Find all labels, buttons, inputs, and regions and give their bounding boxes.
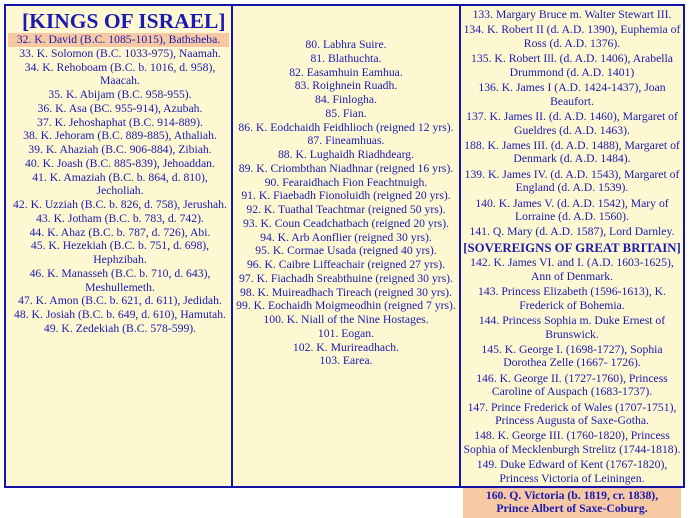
kings-of-israel-heading: [KINGS OF ISRAEL]: [22, 9, 226, 33]
list-item: 47. K. Amon (B.C. b. 621, d. 611), Jedidah.: [18, 294, 222, 308]
list-item: 135. K. Robert Ill. (d. A.D. 1406), Arabella Drummond (d. A.D. 1401): [471, 52, 673, 79]
list-item: 44. K. Ahaz (B.C. b. 787, d. 726), Abi.: [29, 225, 211, 239]
list-item: 91. K. Fiaebadh Fionoluidh (reigned 20 yrs).: [241, 189, 451, 203]
victoria-entry: [463, 488, 681, 518]
list-item: 146. K. George II. (1727-1760), Princess Caroline of Auspach (1683-1737).: [476, 371, 668, 399]
list-item: 33. K. Solomon (B.C. 1033-975), Naamah.: [19, 46, 221, 60]
albert-line: Prince Albert of Saxe-Coburg.: [496, 502, 648, 516]
list-item: 94. K. Arb Aonflier (reigned 30 yrs).: [260, 230, 432, 244]
list-item: 88. K. Lughaidh Riadhdearg.: [277, 148, 415, 161]
list-item: 82. Easamhuin Eamhua.: [289, 65, 403, 79]
list-item: 140. K. James V. (d. A.D. 1542), Mary of Lorraine (d. A.D. 1560).: [475, 196, 669, 224]
list-item: 86. K. Eodchaidh Feidhlioch (reigned 12 yrs).: [238, 120, 454, 134]
list-item: 48. K. Josiah (B.C. b. 649, d. 610), Hamutah.: [14, 308, 226, 321]
list-item: 43. K. Jotham (B.C. b. 783, d. 742).: [36, 211, 204, 225]
list-item: 80. Labhra Suire.: [305, 38, 387, 51]
irish-kings-column: [233, 6, 461, 486]
list-item: 92. K. Tuathal Teachtmar (reigned 50 yrs).: [246, 203, 446, 216]
list-item: 34. K. Rehoboam (B.C. b. 1016, d. 958), Maacah.: [24, 60, 216, 88]
list-item: 40. K. Joash (B.C. 885-839), Jehoaddan.: [25, 156, 215, 170]
list-item: 81. Blathuchta.: [310, 51, 382, 65]
list-item: 36. K. Asa (BC. 955-914), Azubah.: [37, 101, 203, 115]
list-item: 95. K. Cormae Usada (reigned 40 yrs).: [255, 244, 437, 258]
britain-entry-list: [463, 256, 681, 485]
list-item: 45. K. Hezekiah (B.C. b. 751, d. 698), Hephzibah.: [30, 239, 210, 266]
list-item: 99. K. Eochaidh Moigmeodhin (reigned 7 yrs).: [236, 299, 456, 313]
list-item: 46. K. Manasseh (B.C. b. 710, d. 643), Meshullemeth.: [29, 266, 211, 294]
list-item: 39. K. Ahaziah (B.C. 906-884), Zibiah.: [28, 143, 212, 156]
list-item: 145. K. George I. (1698-1727), Sophia Dorothea Zelle (1667- 1726).: [481, 342, 663, 370]
list-item: 137. K. James II. (d. A.D. 1460), Margaret of Gueldres (d. A.D. 1463).: [466, 109, 678, 137]
kings-of-israel-column: [6, 6, 233, 486]
list-item: 87. Fineamhuas.: [307, 134, 385, 148]
highlighted-entry: 32. K. David (B.C. 1085-1015), Bathsheba.: [8, 33, 229, 47]
list-item: 89. K. Criombthan Niadhnar (reigned 16 yrs).: [238, 161, 454, 175]
list-item: 98. K. Muireadhach Tireach (reigned 30 yrs).: [240, 285, 452, 299]
list-item: 85. Fian.: [325, 106, 367, 120]
list-item: 96. K. Caibre Liffeachair (reigned 27 yrs).: [246, 258, 446, 271]
list-item: 83. Roighnein Ruadh.: [294, 79, 398, 93]
scottish-british-column: [461, 6, 683, 516]
list-item: 38. K. Jehoram (B.C. 889-885), Athaliah.: [23, 129, 217, 143]
list-item: 37. K. Jehoshaphat (B.C. 914-889).: [37, 115, 203, 129]
list-item: 147. Prince Frederick of Wales (1707-1751), Princess Augusta of Saxe-Gotha.: [467, 400, 677, 428]
list-item: 149. Duke Edward of Kent (1767-1820), Princess Victoria of Leiningen.: [476, 458, 668, 485]
list-item: 90. Fearaidhach Fion Feachtnuigh.: [264, 175, 428, 189]
list-item: 100. K. Niall of the Nine Hostages.: [263, 313, 429, 326]
list-item: 144. Princess Sophia m. Duke Ernest of Brunswick.: [478, 313, 666, 341]
list-item: 133. Margary Bruce m. Walter Stewart III.: [472, 8, 672, 21]
list-item: 42. K. Uzziah (B.C. b. 826, d. 758), Jerushah.: [13, 198, 227, 211]
ireland-entry-list: [235, 38, 457, 368]
genealogy-table: [4, 4, 685, 516]
list-item: 101. Eogan.: [317, 326, 375, 340]
list-item: 49. K. Zedekiah (B.C. 578-599).: [43, 321, 197, 335]
list-item: 134. K. Robert II (d. A.D. 1390), Euphemia of Ross (d. A.D. 1376).: [463, 23, 681, 50]
list-item: 93. K. Coun Ceadchatbach (reigned 20 yrs).: [242, 216, 450, 230]
list-item: 102. K. Murireadhach.: [292, 340, 400, 354]
list-item: 139. K. James IV. (d. A.D. 1543), Margaret of England (d. A.D. 1539).: [464, 167, 680, 195]
list-item: 103. Earea.: [319, 354, 373, 368]
list-item: 84. Finlogha.: [314, 93, 377, 106]
list-item: 141. Q. Mary (d. A.D. 1587), Lord Darnley.: [469, 225, 675, 239]
list-item: 142. K. James VI. and I. (A.D. 1603-1625), Ann of Denmark.: [470, 256, 674, 283]
list-item: 35. K. Abijam (B.C. 958-955).: [48, 88, 192, 101]
list-item: 97. K. Fiachadh Sreabthuine (reigned 30 yrs).: [239, 271, 453, 285]
list-item: 143. Princess Elizabeth (1596-1613), K. Frederick of Bohemia.: [478, 285, 666, 312]
victoria-line: 160. Q. Victoria (b. 1819, cr. 1838),: [485, 488, 659, 502]
sovereigns-of-great-britain-heading: [SOVEREIGNS OF GREAT BRITAIN]: [463, 240, 681, 255]
scotland-entry-list: [463, 8, 681, 239]
list-item: 188. K. James III. (d. A.D. 1488), Margaret of Denmark (d. A.D. 1484).: [464, 138, 680, 166]
list-item: 148. K. George III. (1760-1820), Princess Sophia of Mecklenburgh Strelitz (1744-1818).: [463, 429, 681, 457]
list-item: 136. K. James I (A.D. 1424-1437), Joan Beaufort.: [478, 81, 666, 108]
list-item: 41. K. Amaziah (B.C. b. 864, d. 810), Jecholiah.: [32, 170, 208, 198]
israel-entry-list: [12, 33, 228, 336]
